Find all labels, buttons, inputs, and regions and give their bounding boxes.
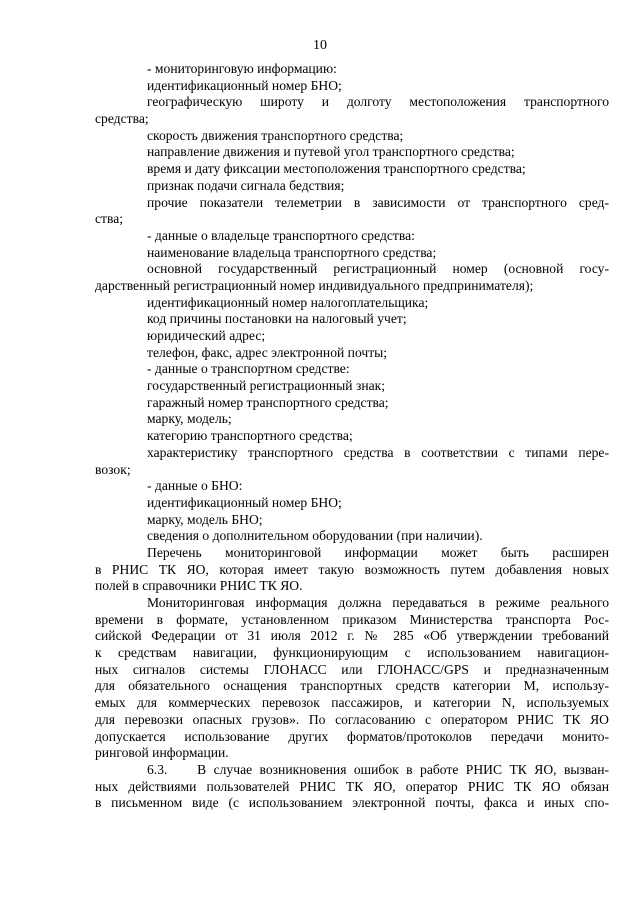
text-line: марку, модель; [147,411,232,427]
text-line: для перевозки опасных грузов». По согласованию с оператором РНИС ТК ЯО [95,711,609,727]
text-line: ринговой информации. [95,745,229,761]
text-line: средства; [95,111,149,127]
text-line: код причины постановки на налоговый учет; [147,311,407,327]
page-number: 10 [313,38,327,53]
text-line: географическую широту и долготу местоположения транспортного [147,94,609,110]
text-line: идентификационный номер БНО; [147,494,342,510]
text-line: Мониторинговая информация должна передаваться в режиме реального [147,595,609,610]
text-line: основной государственный регистрационный номер (основной госу- [147,261,609,277]
text-line: полей в справочники РНИС ТК ЯО. [95,578,303,594]
text-line: категорию транспортного средства; [147,428,353,444]
text-line: к средствам навигации, функционирующим с использованием навигацион- [95,645,609,661]
text-line: в РНИС ТК ЯО, которая имеет такую возможность путем добавления новых [95,561,609,577]
text-line: наименование владельца транспортного средства; [147,244,437,260]
text-line: сийской Федерации от 31 июля 2012 г. № 285 «Об утверждении требований [95,628,609,644]
text-line: емых для коммерческих перевозок пассажиров, и категории N, используемых [95,695,609,711]
text-line: - данные о транспортном средстве: [147,361,350,377]
text-line: ства; [95,211,124,227]
text-line: возок; [95,461,131,477]
text-line: время и дату фиксации местоположения транспортного средства; [147,161,526,177]
text-line: ных действиями пользователей РНИС ТК ЯО, оператор РНИС ТК ЯО обязан [95,778,609,794]
text-line: 6.3. В случае возникновения ошибок в работе РНИС ТК ЯО, вызван- [147,761,609,777]
text-line: Перечень мониторинговой информации может быть расширен [147,544,609,560]
text-line: марку, модель БНО; [147,511,263,527]
text-line: прочие показатели телеметрии в зависимости от транспортного сред- [147,194,609,210]
text-line: сведения о дополнительном оборудовании (при наличии). [147,528,483,544]
text-line: государственный регистрационный знак; [147,378,386,394]
text-line: для обязательного оснащения транспортных средств категории M, использу- [95,678,609,694]
text-line: ных сигналов системы ГЛОНАСС или ГЛОНАСС/GPS и предназначенным [95,661,609,677]
text-line: - данные о БНО: [147,478,243,494]
text-line: в письменном виде (с использованием электронной почты, факса и иных спо- [95,795,609,811]
text-line: идентификационный номер БНО; [147,77,342,93]
text-line: характеристику транспортного средства в соответствии с типами пере- [147,444,609,460]
text-line: скорость движения транспортного средства; [147,127,404,143]
text-line: телефон, факс, адрес электронной почты; [147,344,388,360]
text-line: признак подачи сигнала бедствия; [147,177,345,193]
text-line: гаражный номер транспортного средства; [147,394,389,410]
text-line: допускается использование других форматов/протоколов передачи монито- [95,728,609,744]
document-body [95,61,609,812]
text-line: дарственный регистрационный номер индивидуального предпринимателя); [95,277,534,293]
text-line: юридический адрес; [147,328,266,343]
text-line: идентификационный номер налогоплательщика; [147,294,429,310]
text-line: направление движения и путевой угол транспортного средства; [147,144,515,160]
text-line: - мониторинговую информацию: [147,61,337,76]
text-line: времени в формате, установленном приказом Министерства транспорта Рос- [95,611,609,627]
text-line: - данные о владельце транспортного средства: [147,227,415,243]
